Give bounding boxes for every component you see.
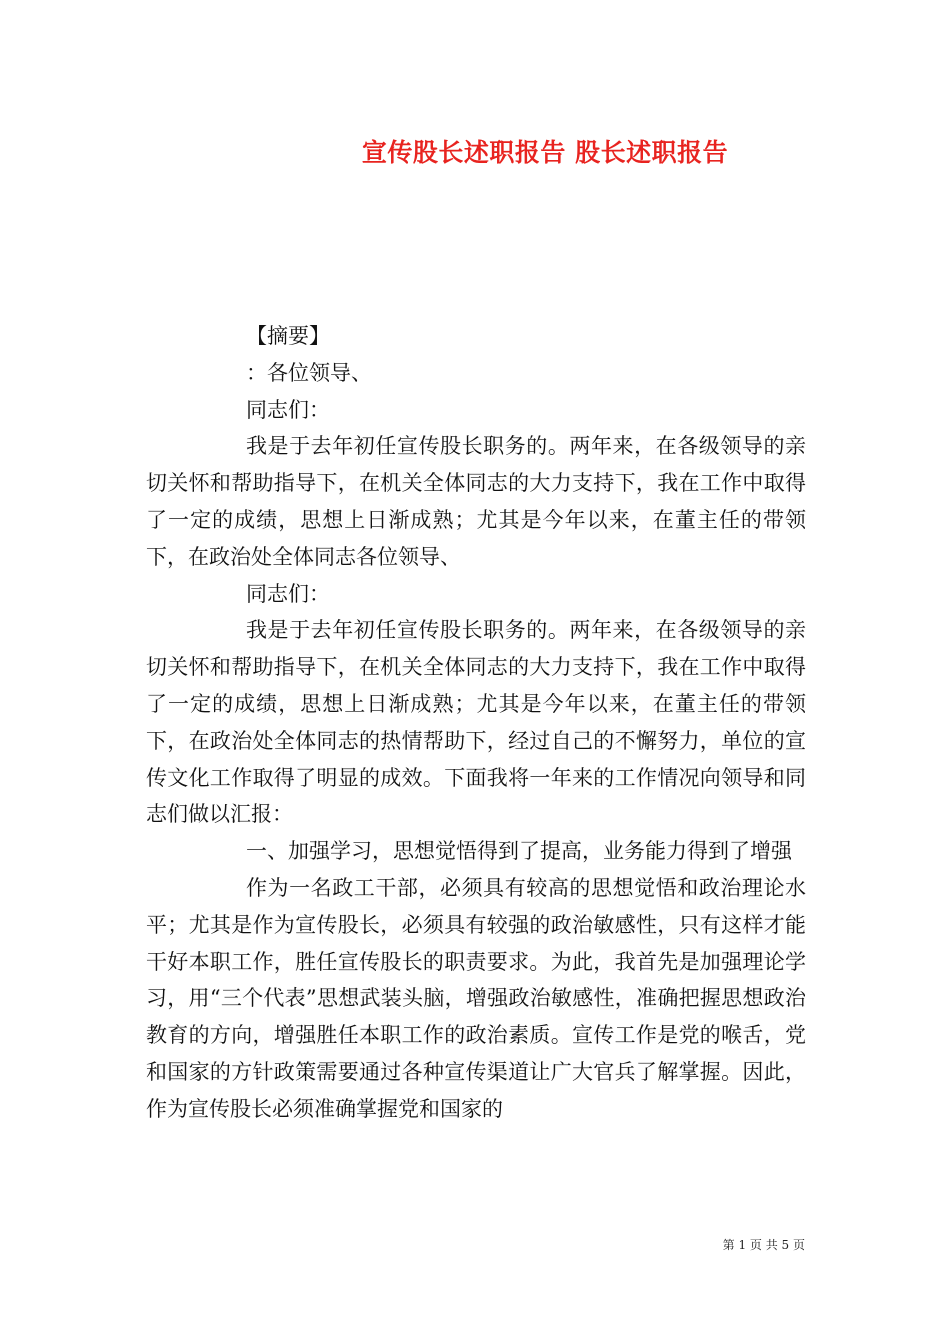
section-heading: 一、加强学习，思想觉悟得到了提高，业务能力得到了增强: [246, 839, 792, 864]
body-paragraph: 我是于去年初任宣传股长职务的。两年来，在各级领导的亲切关怀和帮助指导下，在机关全体同志的大力支持下，我在工作中取得了一定的成绩，思想上日渐成熟；尤其是今年以来，在董主任的带领下，在政治处全体同志各位领导、: [146, 434, 806, 569]
salutation-comrades: 同志们：: [246, 397, 330, 422]
salutation-line: ：各位领导、: [246, 360, 372, 385]
document-body: [146, 318, 806, 1128]
page-number-footer: 第 1 页 共 5 页: [722, 1238, 805, 1252]
document-title: 宣传股长述职报告 股长述职报告: [361, 138, 729, 167]
abstract-label: 【摘要】: [246, 324, 330, 348]
body-paragraph: 我是于去年初任宣传股长职务的。两年来，在各级领导的亲切关怀和帮助指导下，在机关全体同志的大力支持下，我在工作中取得了一定的成绩，思想上日渐成熟；尤其是今年以来，在董主任的带领下，在政治处全体同志的热情帮助下，经过自己的不懈努力，单位的宣传文化工作取得了明显的成效。下面我将一年来的工作情况向领导和同志们做以汇报：: [146, 618, 806, 827]
salutation-comrades: 同志们：: [246, 581, 330, 606]
body-paragraph: 作为一名政工干部，必须具有较高的思想觉悟和政治理论水平；尤其是作为宣传股长，必须具有较强的政治敏感性，只有这样才能干好本职工作，胜任宣传股长的职责要求。为此，我首先是加强理论学习，用“三个代表”思想武装头脑，增强政治敏感性，准确把握思想政治教育的方向，增强胜任本职工作的政治素质。宣传工作是党的喉舌，党和国家的方针政策需要通过各种宣传渠道让广大官兵了解掌握。因此，作为宣传股长必须准确掌握党和国家的: [146, 875, 806, 1121]
